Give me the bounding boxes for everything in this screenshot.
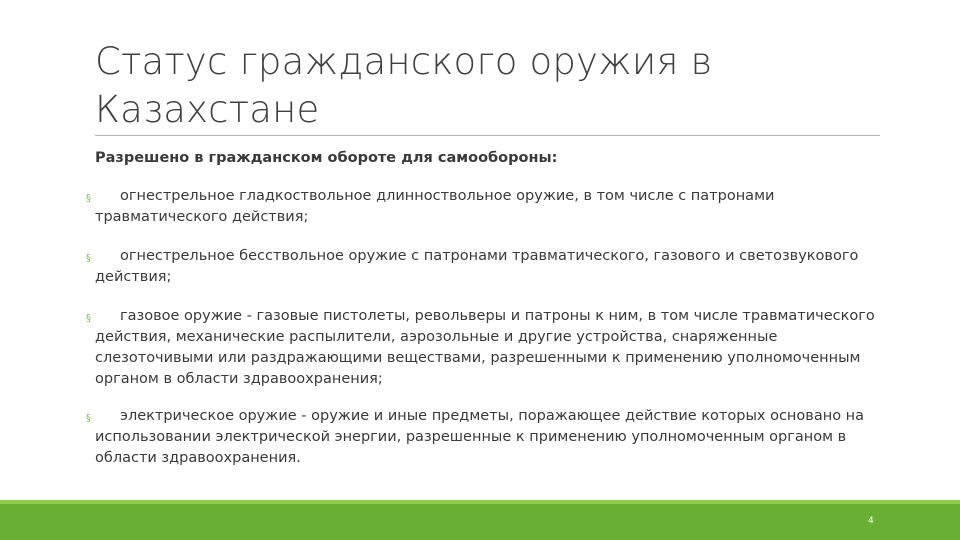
bullet-marker-icon: § [86, 253, 91, 264]
bullet-text: огнестрельное бесствольное оружие с патронами травматического, газового и светозвукового действия; [95, 248, 859, 285]
bullet-marker-icon: § [86, 313, 91, 324]
footer-bar [0, 504, 960, 540]
list-item [86, 406, 880, 469]
bullet-text: электрическое оружие - оружие и иные предметы, поражающее действие которых основано на использовании электрической энергии, разрешенные к применению уполномоченным органом в области здравоохранения. [95, 408, 865, 466]
bullet-text: огнестрельное гладкоствольное длинноствольное оружие, в том числе с патронами травматического действия; [95, 188, 775, 225]
bullet-marker-icon: § [86, 193, 91, 204]
title-divider [95, 135, 880, 136]
list-item [86, 246, 880, 288]
list-item [86, 186, 880, 228]
bullet-marker-icon: § [86, 413, 91, 424]
slide-subtitle: Разрешено в гражданском обороте для самообороны: [95, 150, 558, 166]
bullet-text: газовое оружие - газовые пистолеты, револьверы и патроны к ним, в том числе травматического действия, механические распылители, аэрозольные и другие устройства, снаряженные слезоточивыми или раздражающими веществами, разрешенными к применению уполномоченным органом в области здравоохранения; [95, 308, 875, 387]
page-number: 4 [868, 516, 874, 526]
slide-title: Статус гражданского оружия в Казахстане [95, 40, 713, 131]
bullet-list [86, 186, 880, 469]
list-item [86, 306, 880, 390]
